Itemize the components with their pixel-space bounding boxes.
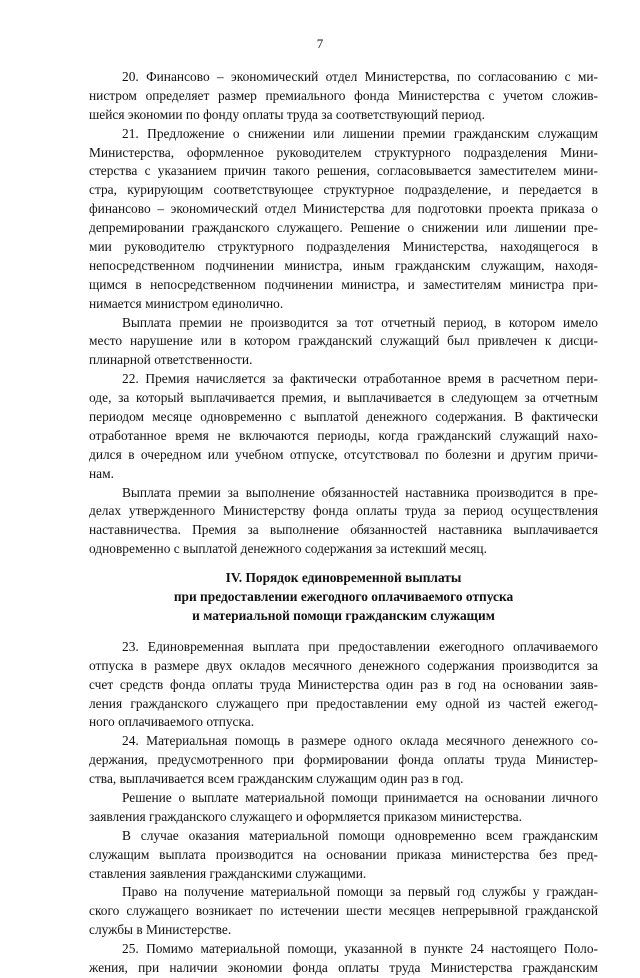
text-line: 23. Единовременная выплата при предоставлении ежегодного оплачиваемого [122,638,598,654]
text-line: Выплата премии не производится за тот отчетный период, в котором имело [122,314,598,330]
text-line: нимается министром единолично. [89,295,284,311]
paragraph-21-premium-not-paid [89,314,598,371]
paragraph-23 [89,638,598,732]
text-line: депремировании гражданского служащего. Решение о снижении или лишении пре- [89,220,598,236]
text-line: 20. Финансово – экономический отдел Министерства, по согласованию с ми- [122,69,598,84]
text-line: дился в очередном или учебном отпуске, отсутствовал по болезни и другим причи- [89,446,598,462]
text-line: стерства с указанием причин такого решения, согласовывается заместителем мини- [89,163,598,179]
text-line: служащим выплата производится на основании приказа министерства без пред- [89,846,598,862]
text-line: наставничества. Премия за выполнение обязанностей наставника выплачивается [89,522,598,538]
text-line: ства, выплачивается всем гражданским служащим один раз в год. [89,771,464,787]
text-line: оде, за который выплачивается премия, и выплачивается в следующем за отчетным [89,390,598,406]
text-line: непосредственном подчинении министра, иным гражданским служащим, находя- [89,257,598,273]
paragraph-24-first-year [89,883,598,940]
text-line: стра, курирующим соответствующее структурное подразделение, и передается в [89,182,598,198]
text-line: жения, при наличии экономии фонда оплаты труда Министерства гражданским [89,959,598,975]
text-line: держания, предусмотренного при формировании фонда оплаты труда Министер- [89,752,598,768]
text-line: 25. Помимо материальной помощи, указанной в пункте 24 настоящего Поло- [122,941,598,957]
text-line: службы в Министерстве. [89,922,232,938]
text-line: шейся экономии по фонду оплаты труда за соответствующий период. [89,106,485,122]
text-line: 22. Премия начисляется за фактически отработанное время в расчетном пери- [122,371,598,387]
paragraph-22-mentoring [89,484,598,560]
text-line: Министерства, оформленное руководителем структурного подразделения Мини- [89,144,598,160]
text-line: нистром определяет размер премиального фонда Министерства с учетом сложив- [89,87,598,103]
text-line: Решение о выплате материальной помощи принимается на основании личного [122,789,598,805]
text-line: ставления заявления гражданскими служащими. [89,865,367,881]
text-line: ского служащего возникает по истечении шести месяцев непрерывной гражданской [89,903,598,919]
text-line: финансово – экономический отдел Министерства для подготовки проекта приказа о [89,201,598,217]
text-line: отпуска в размере двух окладов месячного денежного содержания производится за [89,657,598,673]
text-line: Право на получение материальной помощи за первый год службы у граждан- [122,884,598,900]
text-line: одновременно с выплатой денежного содержания за истекший месяц. [89,541,487,557]
text-line: нам. [89,465,114,481]
section-heading-line: при предоставлении ежегодного оплачиваемого отпуска [173,589,514,605]
text-line: 21. Предложение о снижении или лишении премии гражданским служащим [122,125,598,141]
text-line: ного оплачиваемого отпуска. [89,714,255,730]
paragraph-20 [89,68,598,125]
text-line: делах утвержденного Министерству фонда оплаты труда за период осуществления [89,503,598,519]
top-paragraphs [89,68,598,559]
text-line: счет средств фонда оплаты труда Министерства один раз в год на основании заяв- [89,676,598,692]
section-heading [89,569,598,626]
text-line: щимся в непосредственном подчинении министра, и заместителям министра при- [89,276,598,292]
text-line: В случае оказания материальной помощи одновременно всем гражданским [122,827,598,843]
page-number: 7 [316,36,324,51]
text-line: 24. Материальная помощь в размере одного оклада месячного денежного со- [122,733,598,749]
section-heading-line: и материальной помощи гражданским служащим [192,607,495,623]
text-line: ления гражданского служащего при предоставлении ему одной из частей ежегод- [89,695,598,711]
paragraph-24-all-employees [89,827,598,884]
paragraph-21 [89,125,598,314]
text-line: место нарушение или в котором гражданский служащий был привлечен к дисци- [89,333,598,349]
section-heading-line: IV. Порядок единовременной выплаты [225,570,462,586]
text-line: периодом месяце одновременно с выплатой денежного содержания. В фактически [89,409,598,425]
text-line: мии руководителю структурного подразделения Министерства, находящегося в [89,239,598,255]
text-line: заявления гражданского служащего и оформляется приказом министерства. [89,808,522,824]
document-body [89,68,598,978]
paragraph-24-decision [89,789,598,827]
text-line: Выплата премии за выполнение обязанностей наставника производится в пре- [122,484,598,500]
bottom-paragraphs [89,638,598,978]
text-line: плинарной ответственности. [89,352,253,368]
paragraph-22 [89,370,598,483]
paragraph-25 [89,940,598,978]
text-line: отработанное время не включаются периоды, когда гражданский служащий нахо- [89,427,598,443]
paragraph-24 [89,732,598,789]
